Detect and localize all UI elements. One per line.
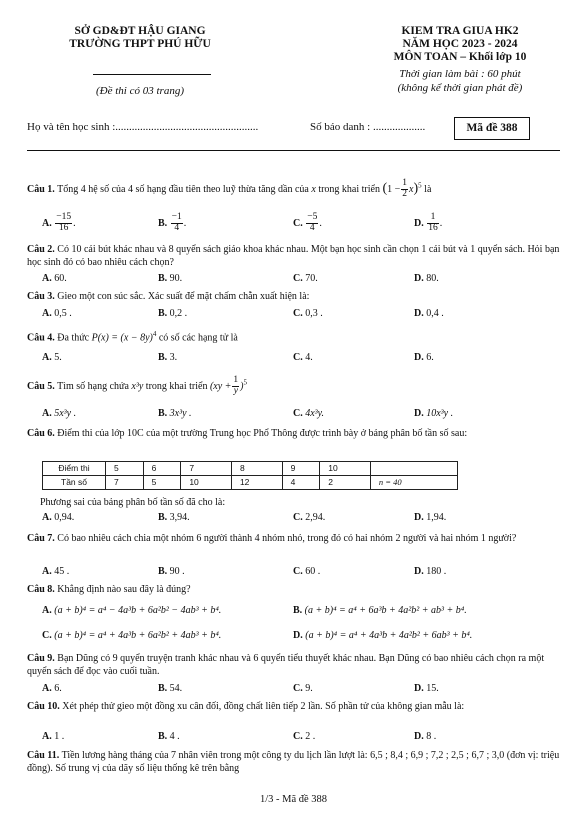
q8-option-d: D. (a + b)⁴ = a⁴ + 4a³b + 4a²b² + 6ab³ + b⁴. bbox=[293, 630, 473, 641]
polynomial-expr: P(x) = (x − 8y) bbox=[91, 332, 153, 344]
exam-code-box: Mã đề 388 bbox=[454, 117, 530, 140]
question-9: Câu 9. Bạn Dũng có 9 quyển truyện tranh khác nhau và 6 quyển tiểu thuyết khác nhau. Bạn Dũng có bao nhiêu cách chọn ra một quyển sách để đọc vào cuối tuần. bbox=[27, 653, 545, 677]
school-name: TRƯỜNG THPT PHÚ HỮU bbox=[69, 38, 211, 50]
q6-option-d: D. 1,94. bbox=[414, 512, 447, 523]
q9-option-a: A. 6. bbox=[42, 683, 62, 694]
table-row: Điểm thi 5 6 7 8 9 10 bbox=[43, 462, 458, 476]
q5-option-b: B. 3x³y . bbox=[158, 408, 192, 419]
question-8: Câu 8. Khẳng định nào sau đây là đúng? bbox=[27, 584, 191, 595]
q6-option-c: C. 2,94. bbox=[293, 512, 326, 523]
q7-option-c: C. 60 . bbox=[293, 566, 321, 577]
time-limit: Thời gian làm bài : 60 phút bbox=[399, 68, 521, 80]
question-text: Tổng 4 hệ số của 4 số hạng đầu tiên theo luỹ thừa tăng dần của bbox=[57, 183, 309, 195]
page-footer: 1/3 - Mã đề 388 bbox=[259, 794, 328, 805]
q6-option-b: B. 3,94. bbox=[158, 512, 190, 523]
question-6: Câu 6. Điểm thi của lớp 10C của một trường Trung học Phổ Thông được trình bày ở bảng phân bố tần số sau: bbox=[27, 428, 468, 439]
pages-note: (Đề thi có 03 trang) bbox=[96, 85, 184, 97]
q3-option-d: D. 0,4 . bbox=[414, 308, 444, 319]
question-5: Câu 5. Tìm số hạng chứa x³y trong khai triển (xy + $\frac{1}{y}$ )$^5$ bbox=[27, 375, 248, 396]
q6-option-a: A. 0,94. bbox=[42, 512, 75, 523]
q3-option-c: C. 0,3 . bbox=[293, 308, 323, 319]
q4-option-c: C. 4. bbox=[293, 352, 313, 363]
row-header: Điểm thi bbox=[43, 462, 106, 476]
q2-option-d: D. 80. bbox=[414, 273, 439, 284]
question-4: Câu 4. Đa thức $P(x) = (x - 8y)^4$ có số các hạng tử là bbox=[27, 330, 238, 344]
q5-option-c: C. 4x³y. bbox=[293, 408, 325, 419]
student-id-line: Số báo danh : ................... bbox=[310, 121, 426, 133]
row-header: Tần số bbox=[43, 476, 106, 490]
q1-option-d: D. $\frac{1}{16}$ . bbox=[414, 212, 443, 233]
q1-option-a: A. $\frac{-15}{16}$ . bbox=[42, 212, 76, 233]
table-row: Tần số 7 5 10 12 4 2 n = 40 bbox=[43, 476, 458, 490]
time-note: (không kể thời gian phát đề) bbox=[397, 82, 523, 94]
header-divider-left bbox=[93, 74, 211, 75]
q5-option-d: D. 10x³y . bbox=[414, 408, 454, 419]
header-rule bbox=[27, 150, 560, 151]
q9-option-c: C. 9. bbox=[293, 683, 313, 694]
q3-option-b: B. 0,2 . bbox=[158, 308, 188, 319]
q10-option-b: B. 4 . bbox=[158, 731, 180, 742]
q3-option-a: A. 0,5 . bbox=[42, 308, 72, 319]
total-n: n = 40 bbox=[370, 476, 457, 490]
q10-option-c: C. 2 . bbox=[293, 731, 316, 742]
q8-option-a: A. (a + b)⁴ = a⁴ − 4a³b + 6a²b² − 4ab³ + b⁴. bbox=[42, 605, 222, 616]
exam-title: KIEM TRA GIUA HK2 bbox=[401, 25, 519, 37]
question-2: Câu 2. Có 10 cái bút khác nhau và 8 quyển sách giáo khoa khác nhau. Một bạn học sinh cần chọn 1 cái bút và 1 quyển sách. Hỏi bạn học sinh đó có bao nhiêu cách chọn? bbox=[27, 244, 560, 268]
q2-option-c: C. 70. bbox=[293, 273, 318, 284]
q8-option-b: B. (a + b)⁴ = a⁴ + 6a³b + 4a²b² + ab³ + b⁴. bbox=[293, 605, 467, 616]
q2-option-b: B. 90. bbox=[158, 273, 183, 284]
q4-option-a: A. 5. bbox=[42, 352, 62, 363]
q1-option-c: C. $\frac{-5}{4}$ . bbox=[293, 212, 322, 233]
q10-option-a: A. 1 . bbox=[42, 731, 65, 742]
q8-option-c: C. (a + b)⁴ = a⁴ + 4a³b + 6a²b² + 4ab³ + b⁴. bbox=[42, 630, 222, 641]
question-7: Câu 7. Có bao nhiêu cách chia một nhóm 6 người thành 4 nhóm nhỏ, trong đó có hai nhóm 2 người và hai nhóm 1 người? bbox=[27, 533, 517, 544]
q1-option-b: B. $\frac{-1}{4}$ . bbox=[158, 212, 187, 233]
q9-option-b: B. 54. bbox=[158, 683, 183, 694]
student-name-line: Họ và tên học sinh :.................................................... bbox=[27, 121, 259, 133]
question-1: Câu 1. Tổng 4 hệ số của 4 số hạng đầu tiên theo luỹ thừa tăng dần của x trong khai triển (1 − $\frac{1}{2}$ x)$^5$ là bbox=[27, 178, 432, 199]
question-text: trong khai triển bbox=[318, 183, 380, 195]
math-term: x³y bbox=[131, 380, 144, 392]
question-11: Câu 11. Tiền lương hàng tháng của 7 nhân viên trong một công ty du lịch lần lượt là: 6,5 ; 8,4 ; 6,9 ; 7,2 ; 2,5 ; 6,7 ; 3,0 (đơn vị: triệu đồng). Số trung vị của dãy số liệu thống kê trên bằng bbox=[27, 750, 560, 774]
q10-option-d: D. 8 . bbox=[414, 731, 437, 742]
q4-option-d: D. 6. bbox=[414, 352, 434, 363]
question-3: Câu 3. Gieo một con súc sắc. Xác suất để mặt chấm chẵn xuất hiện là: bbox=[27, 291, 310, 302]
frequency-table bbox=[42, 461, 458, 490]
q2-option-a: A. 60. bbox=[42, 273, 67, 284]
department-name: SỞ GD&ĐT HẬU GIANG bbox=[74, 25, 206, 37]
q9-option-d: D. 15. bbox=[414, 683, 439, 694]
question-text: là bbox=[424, 183, 432, 195]
q4-option-b: B. 3. bbox=[158, 352, 178, 363]
q7-option-d: D. 180 . bbox=[414, 566, 447, 577]
math-var: x bbox=[311, 183, 316, 195]
q7-option-b: B. 90 . bbox=[158, 566, 185, 577]
subject: MÔN TOAN – Khối lớp 10 bbox=[393, 51, 527, 63]
q6-subquestion: Phương sai của bảng phân bố tần số đã cho là: bbox=[40, 497, 226, 508]
school-year: NĂM HỌC 2023 - 2024 bbox=[402, 38, 518, 50]
question-label: Câu 1. bbox=[27, 183, 55, 195]
q5-option-a: A. 5x³y . bbox=[42, 408, 77, 419]
q7-option-a: A. 45 . bbox=[42, 566, 70, 577]
question-10: Câu 10. Xét phép thử gieo một đồng xu cân đối, đồng chất liên tiếp 2 lần. Số phần tử của không gian mẫu là: bbox=[27, 701, 465, 712]
